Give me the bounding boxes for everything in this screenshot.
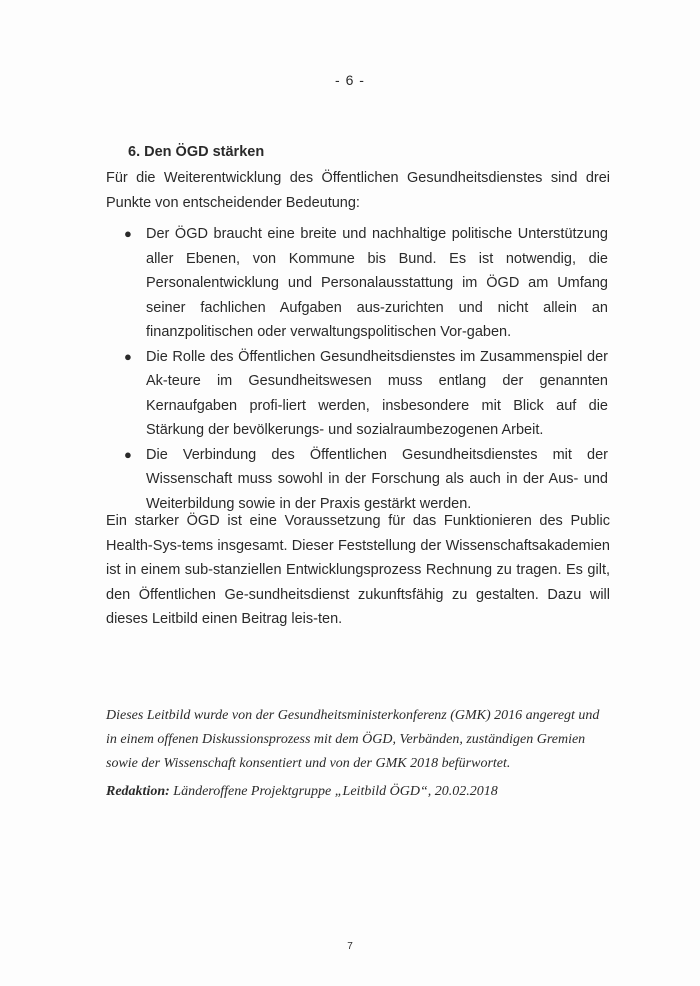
intro-paragraph: Für die Weiterentwicklung des Öffentlichen Gesundheitsdienstes sind drei Punkte von entscheidender Bedeutung: [106, 170, 610, 211]
section-heading: 6. Den ÖGD stärken [128, 144, 265, 160]
redaktion-text: Länderoffene Projektgruppe „Leitbild ÖGD“, 20.02.2018 [169, 784, 498, 799]
list-item [118, 345, 608, 443]
list-item [118, 443, 608, 517]
list-item-text: Die Rolle des Öffentlichen Gesundheitsdienstes im Zusammenspiel der Ak-teure im Gesundheitswesen muss entlang der genannten Kernaufgaben profi-liert werden, insbesondere mit Blick auf die Stärkung der bevölkerungs- und sozialraumbezogenen Arbeit. [146, 348, 608, 438]
bullet-icon: ● [124, 226, 132, 241]
page-number: 7 [347, 941, 353, 952]
footer-note: Dieses Leitbild wurde von der Gesundheitsministerkonferenz (GMK) 2016 angeregt und in einem offenen Diskussionsprozess mit dem ÖGD, Verbänden, zuständigen Gremien sowie der Wissenschaft konsentiert und von der GMK 2018 befürwortet. [106, 708, 600, 771]
redaktion-line [106, 780, 606, 804]
page-marker: - 6 - [335, 72, 365, 88]
key-points-list [118, 222, 608, 516]
bullet-icon: ● [124, 348, 132, 364]
list-item-text: Der ÖGD braucht eine breite und nachhaltige politische Unterstützung aller Ebenen, von Kommune bis Bund. Es ist notwendig, die Personalentwicklung und Personalausstattung im ÖGD am Umfang seiner fachlichen Aufgaben aus-zurichten und nicht allein an finanzpolitischen oder verwaltungspolitischen Vor-gaben. [146, 226, 608, 340]
bullet-icon: ● [124, 446, 132, 462]
redaktion-label: Redaktion: [106, 784, 170, 799]
list-item-text: Die Verbindung des Öffentlichen Gesundheitsdienstes mit der Wissenschaft muss sowohl in der Forschung als auch in der Aus- und Weiterbildung sowie in der Praxis gestärkt werden. [146, 446, 608, 512]
list-item [118, 222, 608, 345]
closing-paragraph: Ein starker ÖGD ist eine Voraussetzung für das Funktionieren des Public Health-Sys-tems insgesamt. Dieser Feststellung der Wissenschaftsakademien ist in einem sub-stanziellen Entwicklungsprozess Rechnung zu tragen. Es gilt, den Öffentlichen Ge-sundheitsdienst zukunftsfähig zu gestalten. Dazu will dieses Leitbild einen Beitrag leis-ten. [106, 513, 610, 627]
